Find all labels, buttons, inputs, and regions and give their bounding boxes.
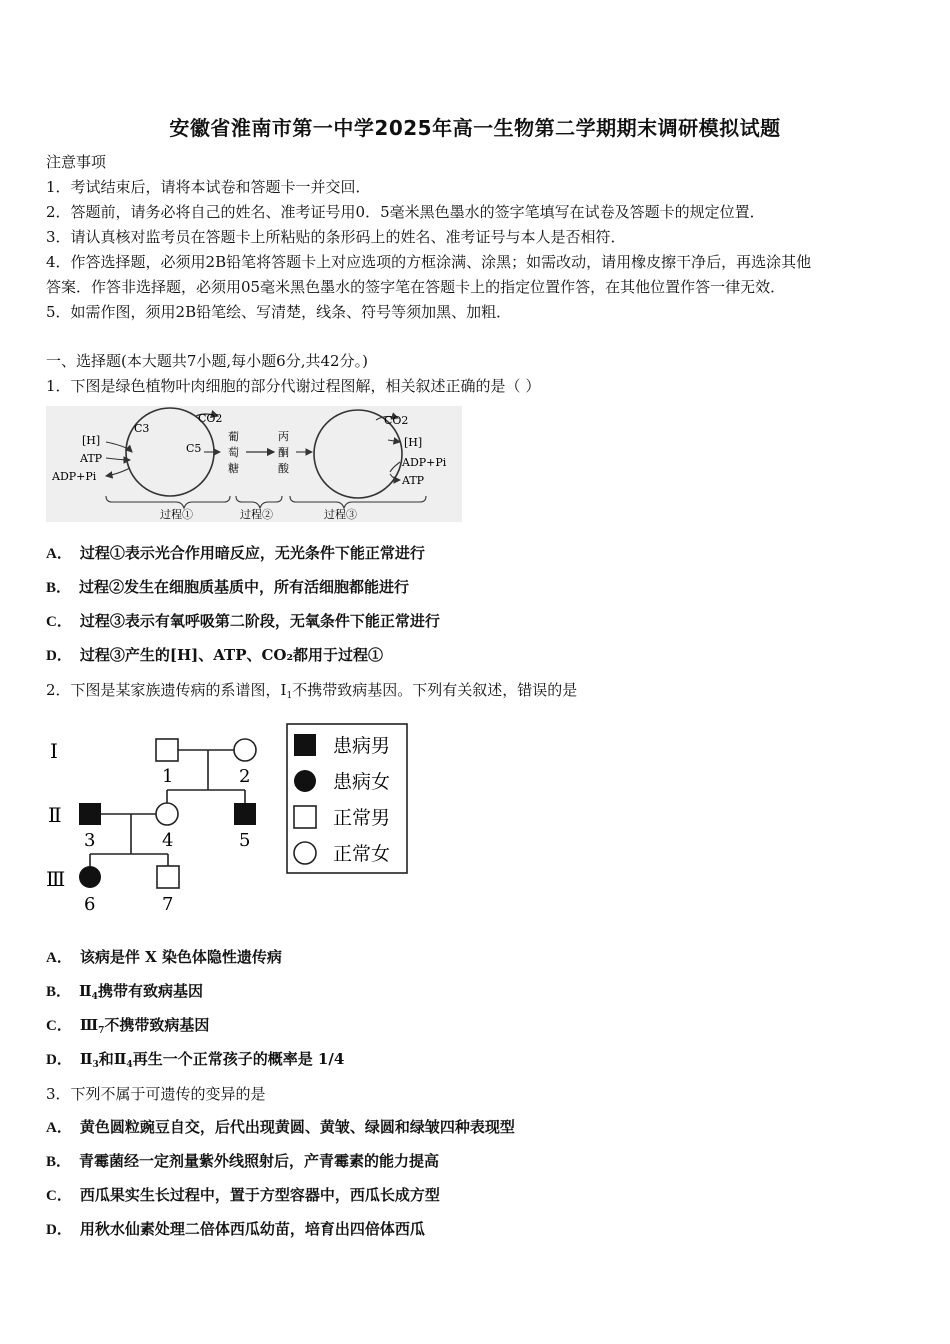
notice-heading: 注意事项 — [46, 153, 107, 171]
q3-stem: 3．下列不属于可遗传的变异的是 — [46, 1085, 266, 1103]
q1-option-c: C． 过程③表示有氧呼吸第二阶段，无氧条件下能正常进行 — [46, 612, 440, 630]
legend-normal-male-label: 正常男 — [333, 807, 391, 829]
glucose-char-1: 葡 — [228, 430, 239, 443]
generation-I-label: Ⅰ — [50, 739, 58, 763]
q2-option-a: A． 该病是伴 X 染色体隐性遗传病 — [46, 948, 282, 966]
individual-number-7: 7 — [162, 894, 174, 915]
individual-number-6: 6 — [84, 894, 96, 915]
co2-right-label: CO2 — [384, 414, 409, 427]
q1-stem: 1．下图是绿色植物叶肉细胞的部分代谢过程图解，相关叙述正确的是（ ） — [46, 377, 541, 395]
metabolism-diagram — [46, 406, 462, 522]
legend-normal-female-label: 正常女 — [333, 843, 391, 865]
individual-III7-normal-male — [157, 866, 179, 888]
pyruvate-char-3: 酸 — [278, 462, 289, 475]
legend-affected-female-icon — [294, 770, 316, 792]
notice-item-3: 3．请认真核对监考员在答题卡上所粘贴的条形码上的姓名、准考证号与本人是否相符． — [46, 228, 626, 246]
q3-option-b: B． 青霉菌经一定剂量紫外线照射后，产青霉素的能力提高 — [46, 1152, 440, 1170]
legend-affected-male-icon — [294, 734, 316, 756]
legend-normal-male-icon — [294, 806, 316, 828]
individual-number-2: 2 — [239, 766, 251, 787]
process-3-label: 过程③ — [324, 508, 357, 521]
notice-item-4-cont: 答案．作答非选择题，必须用05毫米黑色墨水的签字笔在答题卡上的指定位置作答，在其他位置作答一律无效． — [46, 278, 786, 296]
individual-number-4: 4 — [162, 830, 174, 851]
adp-left-label: ADP+Pi — [52, 470, 97, 483]
q3-option-a: A． 黄色圆粒豌豆自交，后代出现黄圆、黄皱、绿圆和绿皱四种表现型 — [46, 1118, 515, 1136]
page-title: 安徽省淮南市第一中学2025年高一生物第二学期期末调研模拟试题 — [169, 116, 781, 140]
notice-item-1: 1．考试结束后，请将本试卷和答题卡一并交回． — [46, 178, 371, 196]
h-right-label: [H] — [404, 436, 423, 449]
individual-number-3: 3 — [84, 830, 96, 851]
pedigree-chart — [46, 720, 416, 918]
process-2-label: 过程② — [240, 508, 273, 521]
generation-II-label: Ⅱ — [48, 803, 62, 827]
atp-left-label: ATP — [80, 452, 103, 465]
individual-III6-affected-female — [79, 866, 101, 888]
notice-item-5: 5．如需作图，须用2B铅笔绘、写清楚，线条、符号等须加黑、加粗． — [46, 303, 512, 321]
q1-option-a: A． 过程①表示光合作用暗反应，无光条件下能正常进行 — [46, 544, 425, 562]
individual-II5-affected-male — [234, 803, 256, 825]
pyruvate-char-2: 酮 — [278, 446, 289, 459]
q2-option-c: C． $Ⅲ_7$不携带致病基因 — [46, 1016, 210, 1036]
q1-option-b: B． 过程②发生在细胞质基质中，所有活细胞都能进行 — [46, 578, 410, 596]
legend-affected-female-label: 患病女 — [333, 771, 391, 793]
q1-option-d: D． 过程③产生的[H]、ATP、CO₂都用于过程① — [46, 646, 384, 664]
glucose-char-3: 糖 — [228, 462, 239, 475]
q2-option-b: B． $Ⅱ_4$携带有致病基因 — [46, 982, 203, 1002]
atp-right-label: ATP — [402, 474, 425, 487]
legend-normal-female-icon — [294, 842, 316, 864]
individual-I1-normal-male — [156, 739, 178, 761]
q2-stem: 2．下图是某家族遗传病的系谱图，$Ⅰ_1$不携带致病基因。下列有关叙述，错误的是 — [46, 681, 578, 701]
section-heading: 一、选择题(本大题共7小题,每小题6分,共42分。) — [46, 352, 368, 370]
individual-II4-normal-female — [156, 803, 178, 825]
co2-left-label: CO2 — [198, 412, 223, 425]
h-left-label: [H] — [82, 434, 101, 447]
generation-III-label: Ⅲ — [46, 867, 66, 891]
pyruvate-char-1: 丙 — [278, 430, 289, 443]
individual-II3-affected-male — [79, 803, 101, 825]
notice-item-4: 4．作答选择题，必须用2B铅笔将答题卡上对应选项的方框涂满、涂黑；如需改动，请用橡皮擦干净后，再选涂其他 — [46, 253, 812, 271]
notice-item-2: 2．答题前，请务必将自己的姓名、准考证号用0．5毫米黑色墨水的签字笔填写在试卷及答题卡的规定位置． — [46, 203, 765, 221]
individual-number-5: 5 — [239, 830, 251, 851]
individual-number-1: 1 — [162, 766, 174, 787]
glucose-char-2: 萄 — [228, 446, 239, 459]
process-1-label: 过程① — [160, 508, 193, 521]
individual-I2-normal-female — [234, 739, 256, 761]
c5-label: C5 — [186, 442, 202, 455]
legend-affected-male-label: 患病男 — [333, 735, 391, 757]
q2-option-d: D． $Ⅱ_3$和$Ⅱ_4$再生一个正常孩子的概率是 1/4 — [46, 1050, 345, 1070]
c3-label: C3 — [134, 422, 150, 435]
q3-option-c: C． 西瓜果实生长过程中，置于方型容器中，西瓜长成方型 — [46, 1186, 440, 1204]
q3-option-d: D． 用秋水仙素处理二倍体西瓜幼苗，培育出四倍体西瓜 — [46, 1220, 425, 1238]
adp-right-label: ADP+Pi — [402, 456, 447, 469]
